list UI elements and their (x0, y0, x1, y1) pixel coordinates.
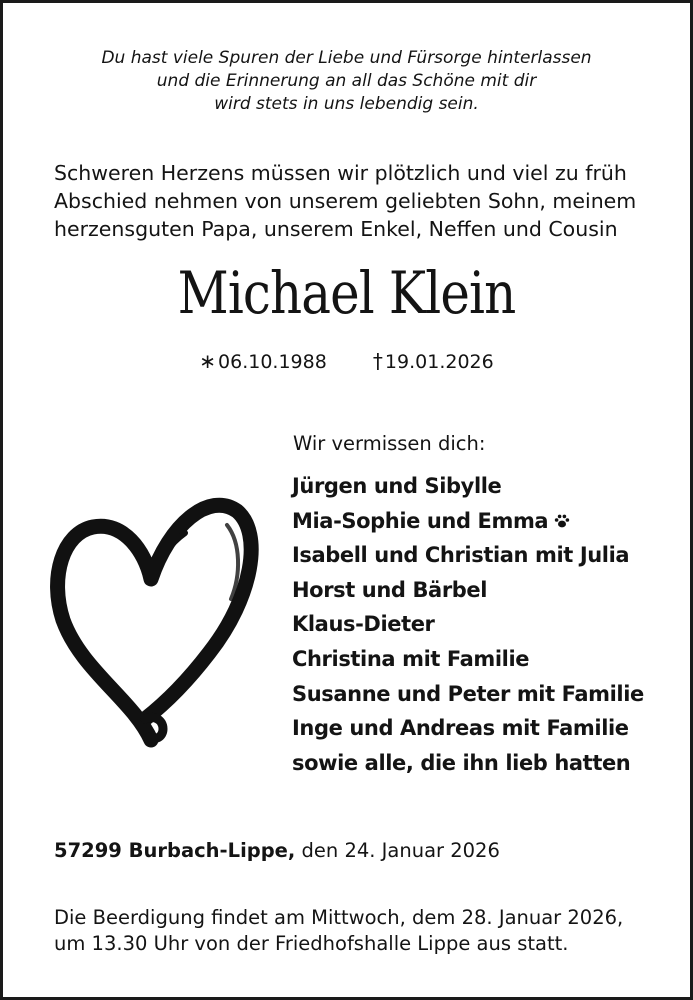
birth-date: 06.10.1988 (218, 351, 327, 373)
funeral-line: Die Beerdigung findet am Mittwoch, dem 28. Januar 2026, (54, 906, 624, 929)
mourner-entry: Susanne und Peter mit Familie (292, 681, 644, 706)
motto-line: Du hast viele Spuren der Liebe und Fürsorge hinterlassen (101, 48, 592, 68)
mourner-entry: Inge und Andreas mit Familie (292, 716, 629, 741)
mourner-entry: Horst und Bärbel (292, 577, 488, 602)
notice-date: den 24. Januar 2026 (301, 839, 500, 862)
mourner-entry (292, 504, 644, 539)
mourners-list (292, 469, 644, 780)
brush-heart-icon (41, 485, 261, 755)
mourner-entry: Jürgen und Sibylle (292, 474, 502, 498)
paw-print-icon (554, 513, 570, 529)
mourner-entry: sowie alle, die ihn lieb hatten (292, 750, 631, 775)
intro-line: herzensguten Papa, unserem Enkel, Neffen und Cousin (54, 217, 618, 241)
motto-line: wird stets in uns lebendig sein. (214, 94, 479, 114)
funeral-line: um 13.30 Uhr von der Friedhofshalle Lippe aus statt. (54, 932, 569, 955)
birth-star-icon: ∗ (199, 349, 217, 373)
mourner-entry: Klaus-Dieter (292, 612, 435, 637)
death-cross-icon: † (372, 349, 383, 373)
funeral-info (54, 905, 623, 957)
death-date: 19.01.2026 (384, 351, 494, 373)
motto-line: und die Erinnerung an all das Schöne mit dir (156, 71, 537, 91)
place-and-date (54, 837, 500, 865)
intro-text (54, 159, 660, 243)
deceased-name: Michael Klein (177, 259, 516, 327)
mourner-entry: Christina mit Familie (292, 646, 530, 671)
life-dates (3, 348, 690, 375)
motto-quote (3, 47, 690, 116)
place-location: 57299 Burbach-Lippe, (54, 839, 296, 862)
mourners-heading: Wir vermissen dich: (293, 432, 486, 455)
mourner-entry: Isabell und Christian mit Julia (292, 543, 630, 568)
mourner-name: Mia-Sophie und Emma (292, 508, 549, 533)
intro-line: Schweren Herzens müssen wir plötzlich und viel zu früh (54, 161, 627, 185)
intro-line: Abschied nehmen von unserem geliebten Sohn, meinem (54, 189, 637, 213)
